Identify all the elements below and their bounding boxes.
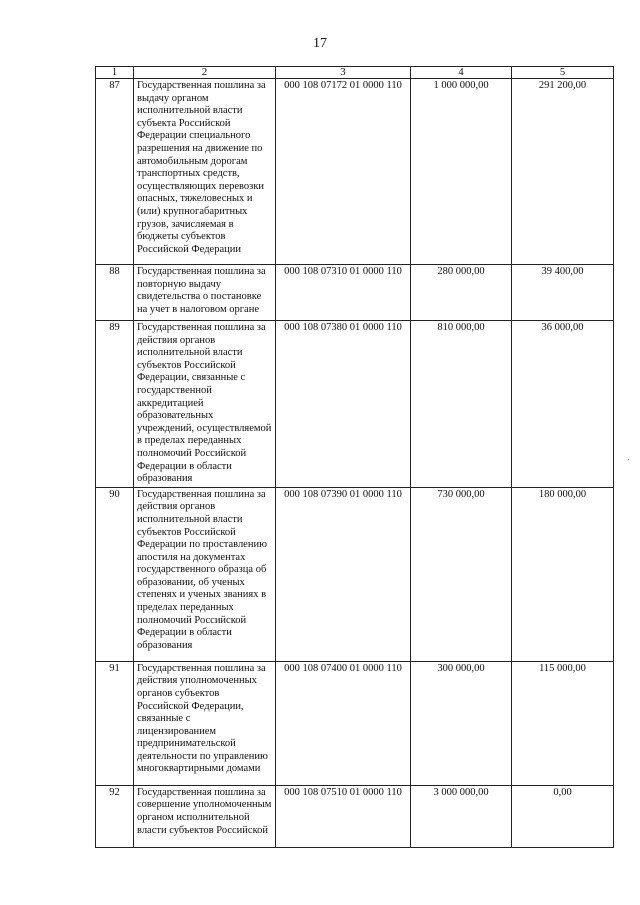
table-row	[96, 785, 614, 847]
amount-column-4: 810 000,00	[411, 321, 512, 488]
column-header-2: 2	[134, 67, 276, 79]
revenue-name: Государственная пошлина за действия органов исполнительной власти субъектов Российской Федерации, связанные с государственной аккредитацией образовательных учреждений, осуществляемой в пределах переданных полномочий Российской Федерации в области образования	[134, 321, 276, 488]
amount-column-4: 3 000 000,00	[411, 785, 512, 847]
row-number: 91	[96, 661, 134, 785]
revenue-name: Государственная пошлина за повторную выдачу свидетельства о постановке на учет в налоговом органе	[134, 265, 276, 321]
budget-code: 000 108 07310 01 0000 110	[276, 265, 411, 321]
margin-mark: .	[627, 452, 630, 463]
revenue-table	[95, 66, 614, 848]
column-header-5: 5	[512, 67, 614, 79]
table-header-row	[96, 67, 614, 79]
revenue-name: Государственная пошлина за действия уполномоченных органов субъектов Российской Федерации, связанные с лицензированием предпринимательской деятельности по управлению многоквартирными домами	[134, 661, 276, 785]
row-number: 88	[96, 265, 134, 321]
amount-column-4: 1 000 000,00	[411, 79, 512, 265]
amount-column-5: 39 400,00	[512, 265, 614, 321]
revenue-name: Государственная пошлина за совершение уполномоченным органом исполнительной власти субъектов Российской	[134, 785, 276, 847]
amount-column-5: 36 000,00	[512, 321, 614, 488]
table-row	[96, 79, 614, 265]
row-number: 90	[96, 487, 134, 661]
page-number: 17	[313, 36, 327, 51]
amount-column-4: 280 000,00	[411, 265, 512, 321]
budget-code: 000 108 07510 01 0000 110	[276, 785, 411, 847]
amount-column-5: 0,00	[512, 785, 614, 847]
column-header-3: 3	[276, 67, 411, 79]
table-row	[96, 321, 614, 488]
table-row	[96, 661, 614, 785]
budget-code: 000 108 07380 01 0000 110	[276, 321, 411, 488]
budget-code: 000 108 07172 01 0000 110	[276, 79, 411, 265]
row-number: 87	[96, 79, 134, 265]
amount-column-4: 300 000,00	[411, 661, 512, 785]
revenue-name: Государственная пошлина за действия органов исполнительной власти субъектов Российской Федерации по проставлению апостиля на документах государственного образца об образовании, об ученых степенях и ученых званиях в пределах переданных полномочий Российской Федерации в области образования	[134, 487, 276, 661]
column-header-4: 4	[411, 67, 512, 79]
amount-column-5: 115 000,00	[512, 661, 614, 785]
amount-column-4: 730 000,00	[411, 487, 512, 661]
row-number: 89	[96, 321, 134, 488]
revenue-name: Государственная пошлина за выдачу органом исполнительной власти субъекта Российской Федерации специального разрешения на движение по автомобильным дорогам транспортных средств, осуществляющих перевозки опасных, тяжеловесных и (или) крупногабаритных грузов, зачисляемая в бюджеты субъектов Российской Федерации	[134, 79, 276, 265]
column-header-1: 1	[96, 67, 134, 79]
amount-column-5: 291 200,00	[512, 79, 614, 265]
table-row	[96, 265, 614, 321]
amount-column-5: 180 000,00	[512, 487, 614, 661]
budget-code: 000 108 07400 01 0000 110	[276, 661, 411, 785]
table-row	[96, 487, 614, 661]
budget-code: 000 108 07390 01 0000 110	[276, 487, 411, 661]
row-number: 92	[96, 785, 134, 847]
